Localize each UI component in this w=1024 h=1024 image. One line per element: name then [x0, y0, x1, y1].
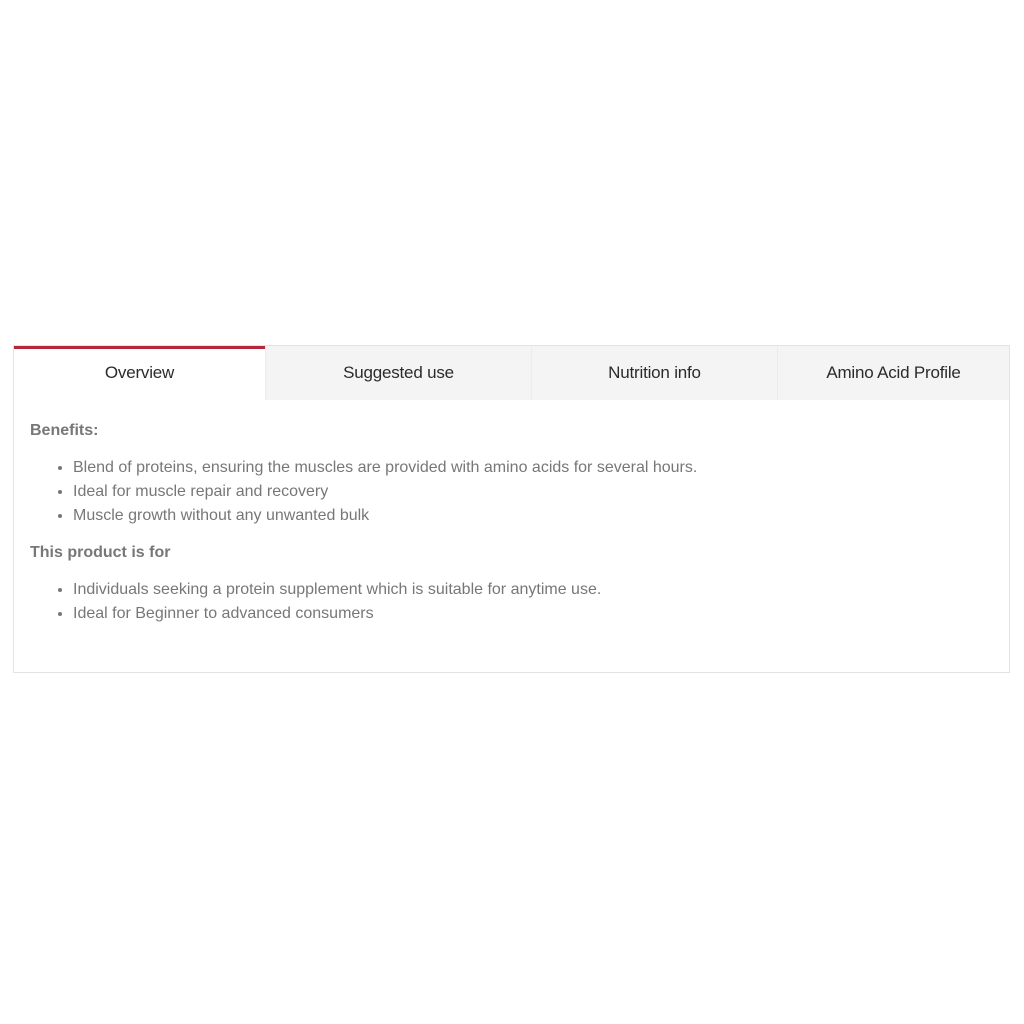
- list-item: • Ideal for muscle repair and recovery: [73, 480, 993, 504]
- tab-nutrition-info[interactable]: Nutrition info: [531, 346, 777, 400]
- tab-bar: [14, 346, 1009, 400]
- list-item: • Individuals seeking a protein supplement which is suitable for anytime use.: [73, 578, 993, 602]
- audience-list: [30, 578, 993, 626]
- list-item: • Muscle growth without any unwanted bulk: [73, 504, 993, 528]
- audience-heading: This product is for: [30, 544, 171, 561]
- tab-suggested-use[interactable]: Suggested use: [265, 346, 531, 400]
- product-tabs-panel: [13, 345, 1010, 673]
- benefits-list: [30, 456, 993, 528]
- tab-overview[interactable]: Overview: [14, 346, 265, 400]
- tab-amino-acid-profile[interactable]: Amino Acid Profile: [777, 346, 1009, 400]
- list-item: • Blend of proteins, ensuring the muscles are provided with amino acids for several hours.: [73, 456, 993, 480]
- list-item: • Ideal for Beginner to advanced consumers: [73, 602, 993, 626]
- tab-content-overview: [14, 400, 1009, 626]
- benefits-heading: Benefits:: [30, 422, 99, 439]
